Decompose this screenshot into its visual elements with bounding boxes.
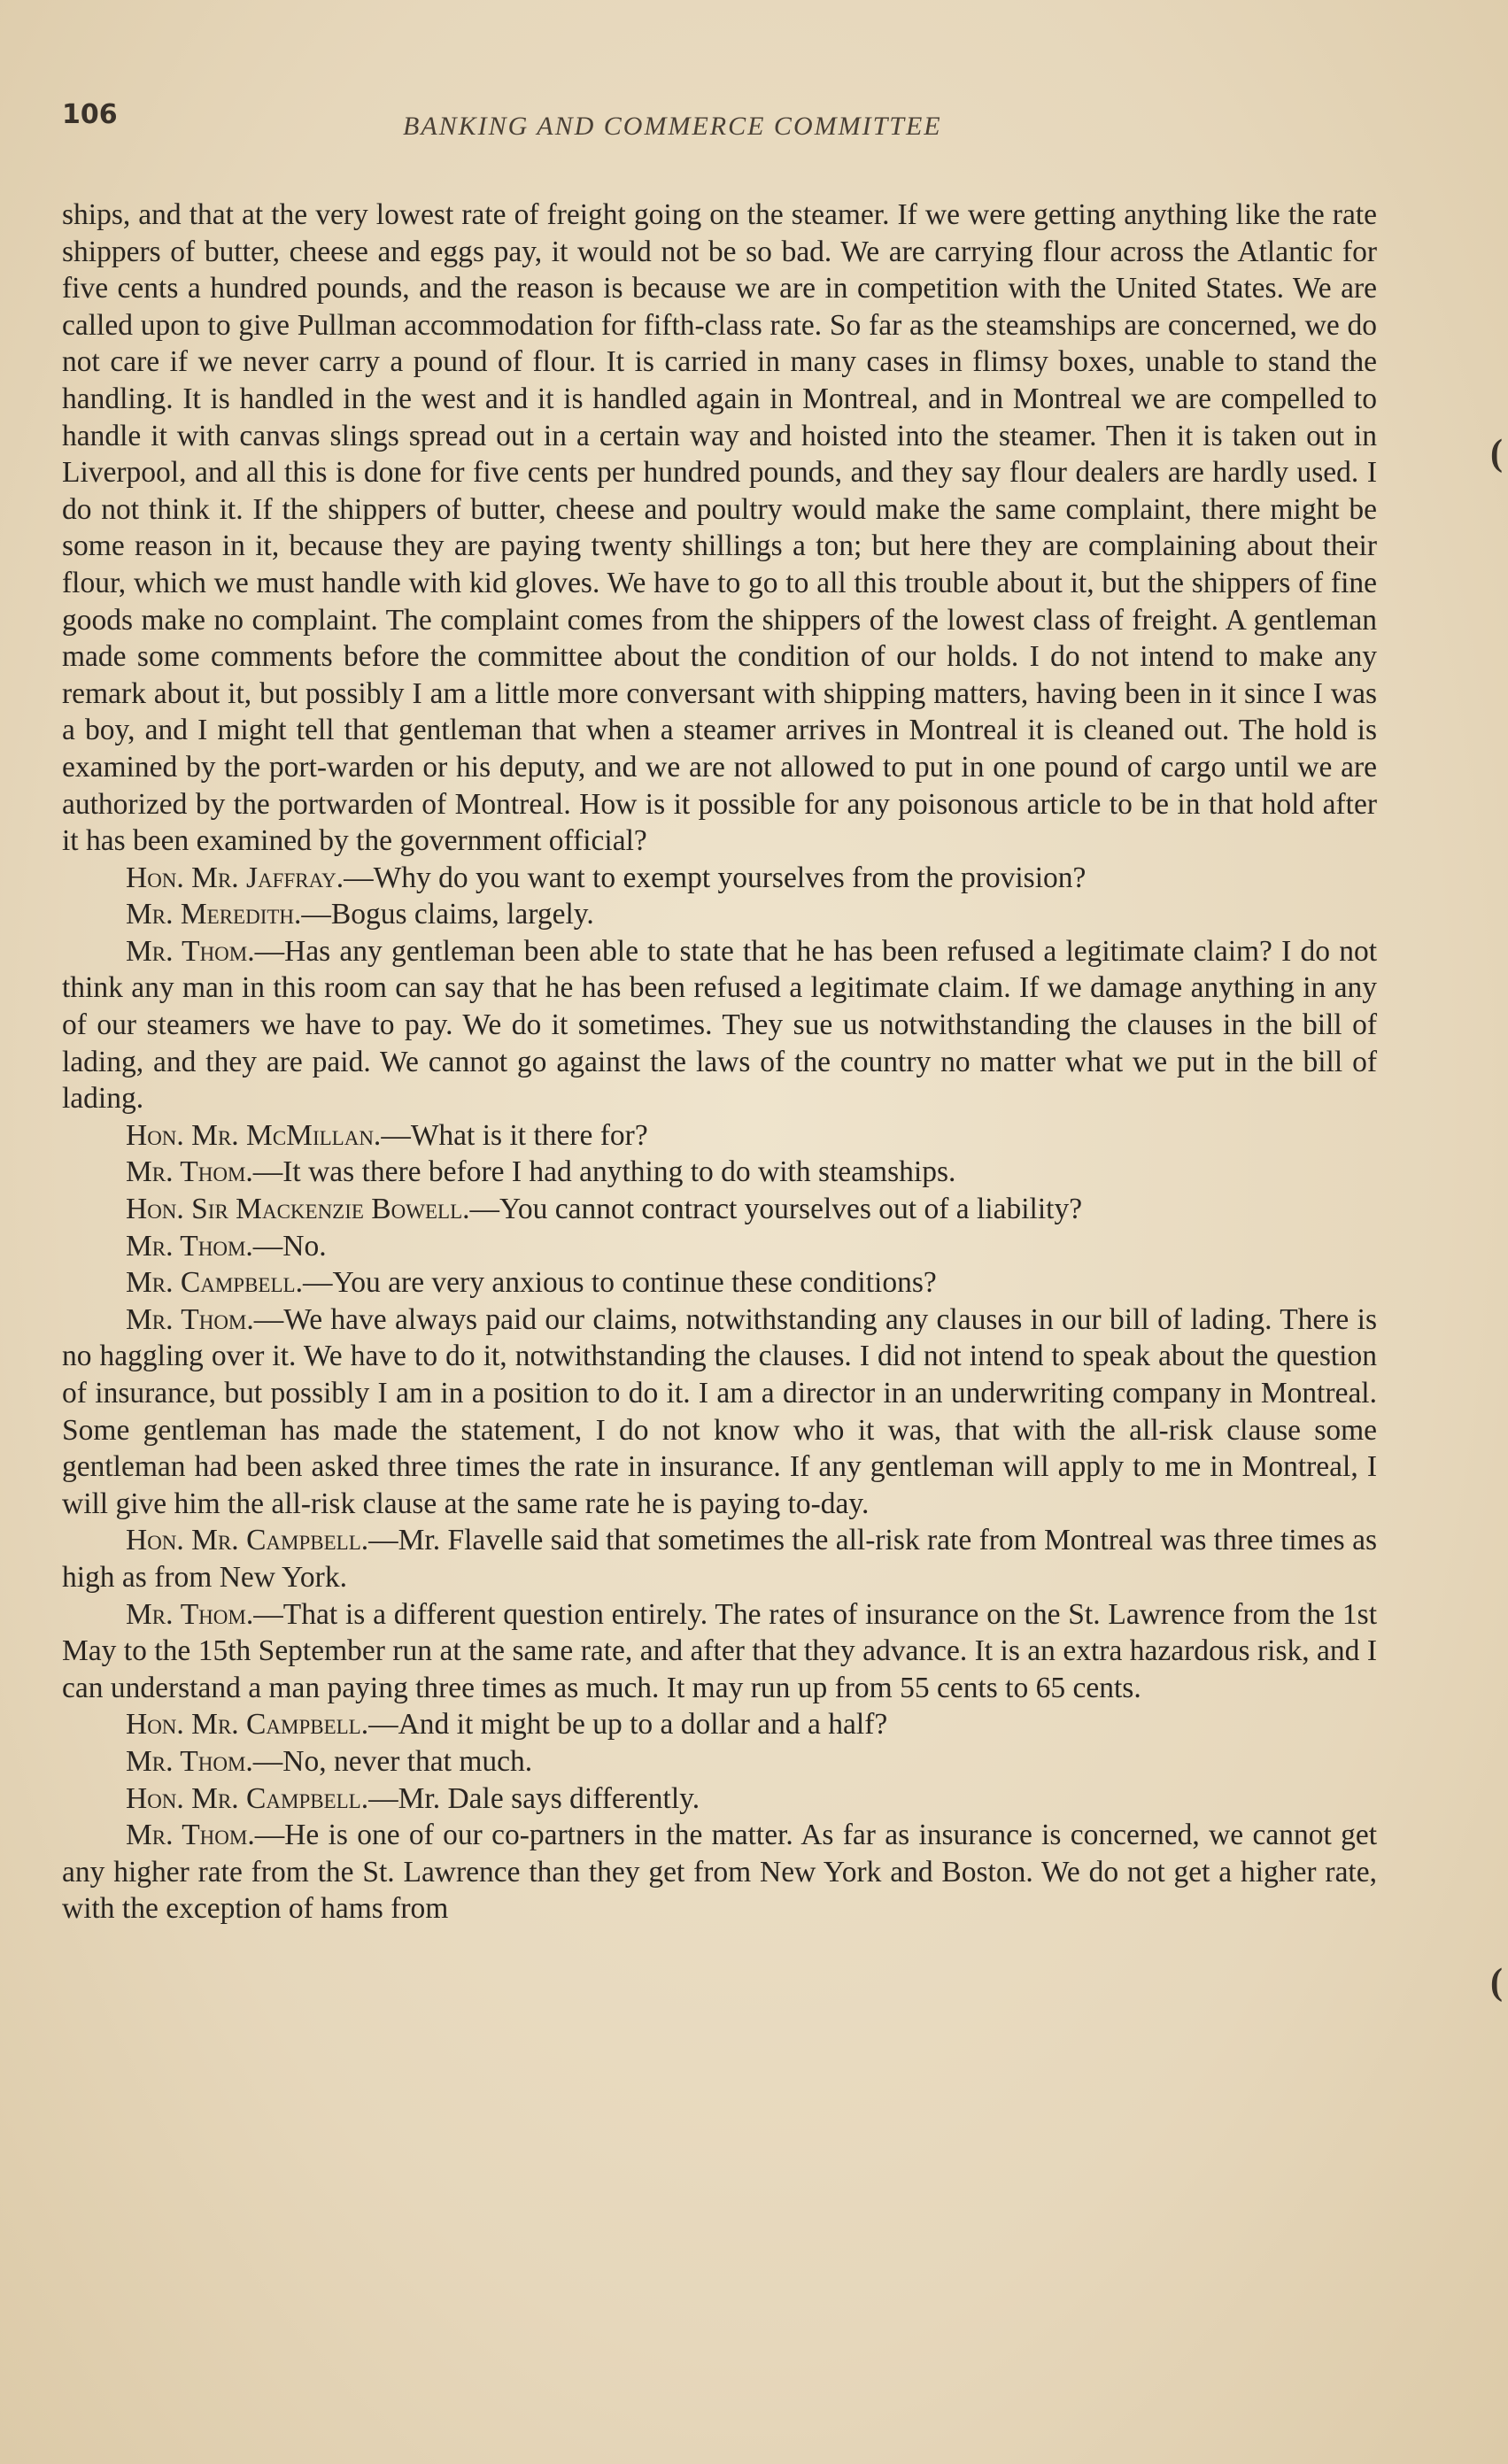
speaker-name: Hon. Mr. Campbell. — [126, 1708, 369, 1742]
speaker-name: Mr. Campbell. — [126, 1266, 303, 1300]
dialogue-paragraph — [62, 860, 1377, 897]
dialogue-paragraph — [62, 1596, 1377, 1707]
speaker-name: Mr. Thom. — [126, 1155, 253, 1189]
paragraph-text: —Bogus claims, largely. — [301, 898, 594, 931]
paragraph-continuation — [62, 197, 1377, 860]
dialogue-paragraph — [62, 1743, 1377, 1780]
paragraph-text: —He is one of our co-partners in the matter. As far as insurance is concerned, we cannot get any higher rate from the St. Lawrence than they get from New York and Boston. We do not get a higher rate, with the exception of hams from — [62, 1819, 1377, 1926]
paragraph-text: —We have always paid our claims, notwithstanding any clauses in our bill of lading. There is no haggling over it. We have to do it, notwithstanding the clauses. I did not intend to speak about the question of insurance, but possibly I am in a position to do it. I am a director in an underwriting company in Montreal. Some gentleman has made the statement, I do not know who it was, that with the all-risk clause some gentleman had been asked three times the rate in insurance. If any gentleman will apply to me in Montreal, I will give him the all-risk clause at the same rate he is paying to-day. — [62, 1302, 1377, 1520]
paragraph-text: ships, and that at the very lowest rate of freight going on the steamer. If we were getting anything like the rate shippers of butter, cheese and eggs pay, it would not be so bad. We are carrying flour across the Atlantic for five cents a hundred pounds, and the reason is because we are in competition with the United States. We are called upon to give Pullman accommodation for fifth-class rate. So far as the steamships are concerned, we do not care if we never carry a pound of flour. It is carried in many cases in flimsy boxes, unable to stand the handling. It is handled in the west and it is handled again in Montreal, and in Montreal we are compelled to handle it with canvas slings spread out in a certain way and hoisted into the steamer. Then it is taken out in Liverpool, and all this is done for five cents per hundred pounds, and they say flour dealers are hardly used. I do not think it. If the shippers of butter, cheese and poultry would make the same complaint, there might be some reason in it, because they are paying twenty shillings a ton; but here they are complaining about their flour, which we must handle with kid gloves. We have to go to all this trouble about it, but the shippers of fine goods make no complaint. The complaint comes from the shippers of the lowest class of freight. A gentleman made some comments before the committee about the condition of our holds. I do not intend to make any remark about it, but possibly I am a little more conversant with shipping matters, having been in it since I was a boy, and I might tell that gentleman that when a steamer arrives in Montreal it is cleaned out. The hold is examined by the port-warden or his deputy, and we are not allowed to put in one pound of cargo until we are authorized by the portwarden of Montreal. How is it possible for any poisonous article to be in that hold after it has been examined by the government official? — [62, 198, 1377, 858]
page-header — [62, 99, 1375, 143]
dialogue-paragraph — [62, 1117, 1377, 1155]
paragraph-text: —That is a different question entirely. The rates of insurance on the St. Lawrence from the 1st May to the 15th September run at the same rate, and after that they advance. It is an extra hazardous risk, and I can understand a man paying three times as much. It may run up from 55 cents to 65 cents. — [62, 1597, 1378, 1704]
paragraph-text: —It was there before I had anything to do with steamships. — [252, 1155, 956, 1189]
speaker-name: Mr. Thom. — [126, 1229, 253, 1263]
paragraph-text: —What is it there for? — [381, 1118, 648, 1152]
paragraph-text: —Mr. Flavelle said that sometimes the all-risk rate from Montreal was three times as high as from New York. — [62, 1524, 1377, 1594]
body-text — [62, 197, 1377, 1927]
dialogue-paragraph — [62, 1522, 1377, 1595]
paragraph-text: —You cannot contract yourselves out of a liability? — [469, 1193, 1083, 1226]
dialogue-paragraph — [62, 1817, 1377, 1927]
dialogue-paragraph — [62, 1154, 1377, 1191]
speaker-name: Hon. Mr. Campbell. — [126, 1781, 369, 1815]
paragraph-text: —Mr. Dale says differently. — [368, 1781, 700, 1815]
dialogue-paragraph — [62, 1706, 1377, 1743]
paragraph-text: —Why do you want to exempt yourselves from the provision? — [344, 861, 1087, 894]
paragraph-text: —Has any gentleman been able to state that he has been refused a legitimate claim? I do not think any man in this room can say that he has been refused a legitimate claim. If we damage anything in any of our steamers we have to pay. We do it sometimes. They sue us notwithstanding the clauses in the bill of lading, and they are paid. We cannot go against the laws of the country no matter what we put in the bill of lading. — [62, 934, 1378, 1116]
dialogue-paragraph — [62, 1228, 1377, 1265]
dialogue-paragraph — [62, 1302, 1377, 1523]
speaker-name: Hon. Sir Mackenzie Bowell. — [126, 1193, 470, 1226]
paragraph-text: —And it might be up to a dollar and a half? — [368, 1708, 888, 1742]
page-number: 106 — [62, 99, 118, 130]
paragraph-text: —No. — [252, 1229, 327, 1263]
speaker-name: Mr. Thom. — [126, 1744, 253, 1778]
speaker-name: Mr. Thom. — [126, 1819, 255, 1852]
speaker-name: Mr. Thom. — [126, 1302, 254, 1336]
speaker-name: Mr. Thom. — [126, 1597, 254, 1631]
dialogue-paragraph — [62, 1780, 1377, 1818]
paragraph-text: —No, never that much. — [252, 1744, 533, 1778]
speaker-name: Mr. Meredith. — [126, 898, 302, 931]
running-head: BANKING AND COMMERCE COMMITTEE — [403, 112, 942, 141]
margin-bleed-mark: ( — [1490, 433, 1503, 474]
paragraph-text: —You are very anxious to continue these conditions? — [302, 1266, 937, 1300]
speaker-name: Mr. Thom. — [126, 934, 255, 968]
speaker-name: Hon. Mr. Jaffray. — [126, 861, 344, 894]
speaker-name: Hon. Mr. McMillan. — [126, 1118, 382, 1152]
dialogue-paragraph — [62, 896, 1377, 933]
dialogue-paragraph — [62, 1191, 1377, 1228]
speaker-name: Hon. Mr. Campbell. — [126, 1524, 369, 1557]
margin-bleed-mark: ( — [1490, 1962, 1503, 2003]
dialogue-paragraph — [62, 933, 1377, 1117]
dialogue-paragraph — [62, 1264, 1377, 1302]
